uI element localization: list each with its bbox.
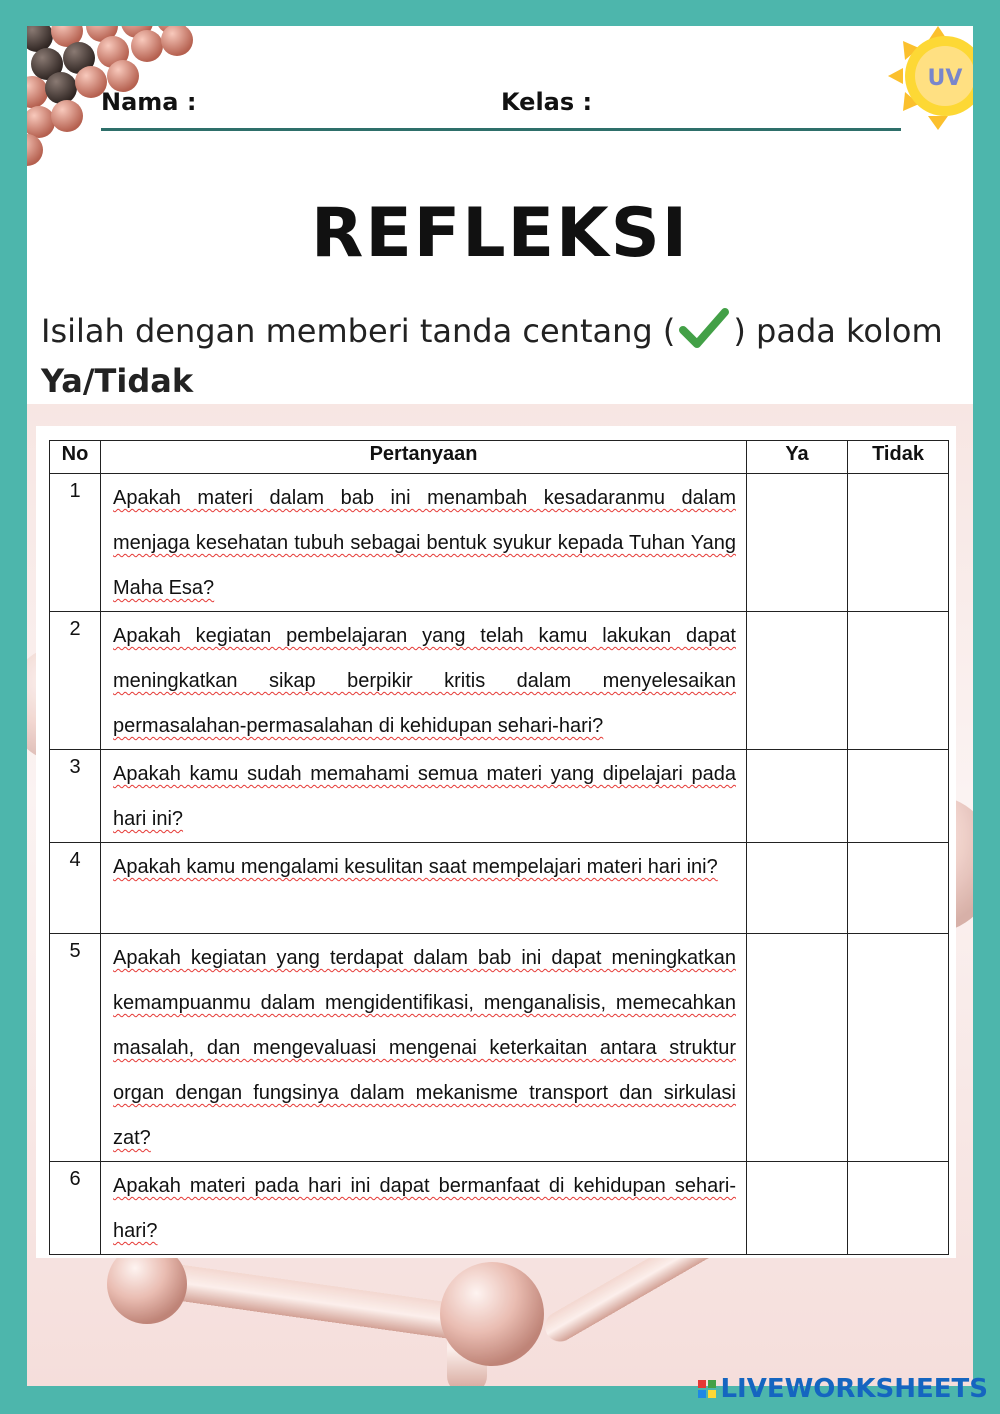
answer-no-cell[interactable] — [848, 1162, 949, 1255]
student-info-row — [101, 88, 901, 131]
header-no: No — [50, 441, 101, 474]
answer-yes-cell[interactable] — [747, 934, 848, 1162]
instruction-text — [41, 306, 971, 402]
answer-no-cell[interactable] — [848, 843, 949, 934]
table-header-row — [50, 441, 949, 474]
instruction-after: ) pada kolom — [733, 312, 943, 350]
header-no-answer: Tidak — [848, 441, 949, 474]
reflection-table — [49, 440, 949, 1255]
table-row — [50, 750, 949, 843]
row-question: Apakah kamu sudah memahami semua materi yang dipelajari pada hari ini? — [101, 750, 747, 843]
answer-yes-cell[interactable] — [747, 843, 848, 934]
row-question: Apakah materi dalam bab ini menambah kesadaranmu dalam menjaga kesehatan tubuh sebagai bentuk syukur kepada Tuhan Yang Maha Esa? — [101, 474, 747, 612]
row-question: Apakah kamu mengalami kesulitan saat mempelajari materi hari ini? — [101, 843, 747, 934]
checkmark-icon — [679, 306, 729, 360]
row-number: 6 — [50, 1162, 101, 1255]
header-question: Pertanyaan — [101, 441, 747, 474]
row-number: 4 — [50, 843, 101, 934]
answer-no-cell[interactable] — [848, 750, 949, 843]
answer-yes-cell[interactable] — [747, 612, 848, 750]
table-row — [50, 934, 949, 1162]
answer-yes-cell[interactable] — [747, 1162, 848, 1255]
answer-no-cell[interactable] — [848, 612, 949, 750]
row-number: 2 — [50, 612, 101, 750]
header-yes: Ya — [747, 441, 848, 474]
liveworksheets-logo[interactable] — [698, 1374, 988, 1404]
page-title: REFLEKSI — [310, 194, 689, 273]
answer-no-cell[interactable] — [848, 474, 949, 612]
row-question: Apakah kegiatan pembelajaran yang telah kamu lakukan dapat meningkatkan sikap berpikir kritis dalam menyelesaikan permasalahan-permasalahan di kehidupan sehari-hari? — [101, 612, 747, 750]
instruction-emphasis: Ya/Tidak — [41, 362, 194, 400]
kelas-label: Kelas : — [501, 88, 593, 116]
reflection-table-panel — [36, 426, 956, 1258]
answer-yes-cell[interactable] — [747, 750, 848, 843]
table-row — [50, 843, 949, 934]
worksheet-page — [27, 26, 973, 1386]
row-number: 3 — [50, 750, 101, 843]
logo-blocks-icon — [698, 1380, 716, 1398]
answer-no-cell[interactable] — [848, 934, 949, 1162]
row-question: Apakah kegiatan yang terdapat dalam bab ini dapat meningkatkan kemampuanmu dalam mengidentifikasi, menganalisis, memecahkan masalah, dan mengevaluasi mengenai keterkaitan antara struktur organ dengan fungsinya dalam mekanisme transport dan sirkulasi zat? — [101, 934, 747, 1162]
row-question: Apakah materi pada hari ini dapat bermanfaat di kehidupan sehari-hari? — [101, 1162, 747, 1255]
table-row — [50, 1162, 949, 1255]
logo-text: LIVEWORKSHEETS — [720, 1374, 988, 1404]
row-number: 1 — [50, 474, 101, 612]
table-row — [50, 474, 949, 612]
instruction-before: Isilah dengan memberi tanda centang ( — [41, 312, 676, 350]
nama-label: Nama : — [101, 88, 197, 116]
answer-yes-cell[interactable] — [747, 474, 848, 612]
table-row — [50, 612, 949, 750]
uv-badge: UV — [927, 66, 963, 91]
row-number: 5 — [50, 934, 101, 1162]
